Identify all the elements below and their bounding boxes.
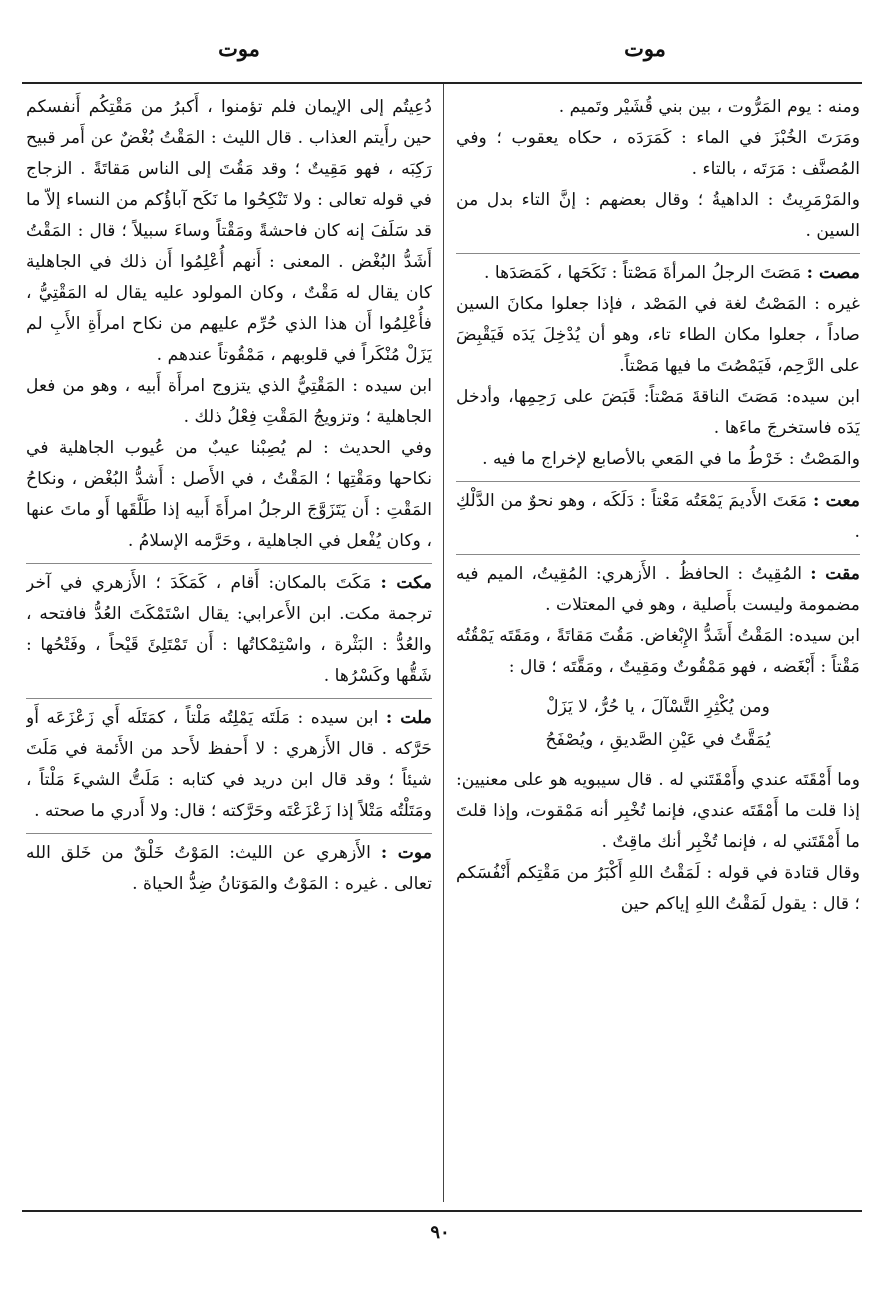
paragraph: ومَرَتَ الخُبْزَ في الماء : كَمَرَدَه ، حكاه يعقوب ؛ وفي المُصنَّف : مَرَتَه ، بالتاء . <box>456 128 860 179</box>
paragraph: دُعِيتُم إلى الإيمان فلم تؤمنوا ، أَكبرُ من مَقْتِكُم أَنفسكم حين رأَيتم العذاب . قال الليث : المَقْتُ بُغْضٌ عن أَمر قبيح رَكِبَه ، فهو مَقِيتٌ ؛ وقد مَقُتَ إلى الناس مَقاتَةً . الزجاج في قوله تعالى : ولا تَنْكِحُوا ما نَكَح آباؤُكم من النساء إلاّ ما قد سَلَفَ إنه كان فاحشةً ومَقْتاً وساءَ سبيلاً ؛ قال : المَقْتُ أَشَدُّ البُغْض . المعنى : أَنهم أُعْلِمُوا أَن ذلك في الجاهلية كان يقال له مَقْتٌ ، وكان المولود عليه يقال له المَقْتِيُّ ، فأُعْلِمُوا أَن هذا الذي حُرِّم عليهم من نكاح امرأَةِ الأَبِ لم يَزَلْ مُنْكَراً في قلوبهم ، مَمْقُوتاً عندهم . <box>26 97 432 365</box>
running-head-right: موت <box>624 36 666 61</box>
entry-text: الأَزهري عن الليث: المَوْتُ خَلْقٌ من خَلق الله تعالى . غيره : المَوْتُ والمَوَتانُ ضِدُّ الحياة . <box>26 843 432 894</box>
entry-text: مَصَتَ الرجلُ المرأةَ مَصْتاً : نَكَحَها ، كَمَصَدَها . <box>483 263 802 283</box>
paragraph <box>456 559 860 621</box>
entry-mwt <box>26 833 432 906</box>
paragraph: ومنه : يوم المَرُّوت ، بين بني قُشَيْر وتَميم . <box>558 97 860 117</box>
paragraph <box>26 568 432 692</box>
paragraph: وما أَمْقَتَه عندي وأَمْقَتَني له . قال سيبويه هو على معنيين: إذا قلت ما أَمْقَتَه عندي، فإنما تُخْبِر أنه مَمْقوت، وإذا قلتَ ما أَمْقَتَني له ، فإنما تُخْبِر أنك ماقِتٌ . <box>456 770 860 852</box>
paragraph: غيره : المَصْتُ لغة في المَصْد ، فإذا جعلوا مكانَ السين صاداً ، جعلوا مكان الطاء تاء، وهو أن يُدْخِلَ يَدَه فَيَقْبِضَ على الرَّحِم، فَيَمْصُتَ ما فيها مَصْتاً. <box>456 294 860 376</box>
paragraph: والمَرْمَرِيتُ : الداهيةُ ؛ وقال بعضهم : إنَّ التاء بدل من السين . <box>456 190 860 241</box>
headword: مصت : <box>806 263 860 283</box>
entry-text: ابن سيده : مَلَتَه يَمْلِتُه مَلْتاً ، كمَتَلَه أَي زَعْزَعَه أَو حَرَّكه . قال الأَزهري : لا أَحفظ لأَحد من الأَئمة في مَلَتَ شيئاً ؛ وقد قال ابن دريد في كتابه : مَلَتُّ الشيءَ مَلْتاً ، ومَتَلْتُه مَتْلاً إذا زَعْزَعْتَه وحَرَّكته ؛ قال: ولا أَدري ما صحته . <box>26 708 432 821</box>
entry-text: مَكَتَ بالمكان: أَقام ، كَمَكَدَ ؛ الأَزهري في آخر ترجمة مكت. ابن الأَعرابي: يقال اسْتَمْكَتَ العُدُّ فافتحه ، والعُدُّ : البَثْرة ، واسْتِمْكاتُها : أَن تَمْتَلِئَ قَيْحاً ، وفَتْحُها : شَقُّها وكَسْرُها . <box>26 573 432 686</box>
headword: مكت : <box>380 573 432 593</box>
entry-mat <box>456 481 860 554</box>
entry-mqt <box>456 554 860 926</box>
paragraph: ابن سيده: المَقْتُ أَشَدُّ الإِبْغاض. مَقُتَ مَقاتَةً ، ومَقَتَه يَمْقُتُه مَقْتاً : أَبْغَضه ، فهو مَمْقُوتٌ ومَقِيتٌ ، ومَقَّتَه ؛ قال : <box>456 626 860 677</box>
headword: معت : <box>812 491 860 511</box>
paragraph: والمَصْتُ : خَرْطُ ما في المَعي بالأصابع لإخراج ما فيه . <box>482 449 860 469</box>
entry-mlt <box>26 698 432 833</box>
paragraph: وفي الحديث : لم يُصِبْنا عيبٌ من عُيوب الجاهلية في نكاحها ومَقْتِها ؛ المَقْتُ ، في الأَصل : أَشدُّ البُغْض ، ونكاحُ المَقْتِ : أَن يَتَزَوَّجَ الرجلُ امرأَةَ أَبيه إذا طَلَّقَها أَو ماتَ عنها ، وكان يُفْعل في الجاهلية ، وحَرَّمه الإسلامُ . <box>26 438 432 551</box>
entry-mkt <box>26 563 432 698</box>
headword: ملت : <box>385 708 432 728</box>
bottom-rule <box>22 1210 862 1212</box>
verse-line: ومن يُكْثِرِ التَّسْآلَ ، يا حُرُّ، لا يَزَلْ <box>546 697 770 717</box>
right-column <box>456 88 860 1200</box>
running-head-left: موت <box>218 36 260 61</box>
paragraph <box>26 838 432 900</box>
entry-text: المُقِيتُ : الحافظُ . الأَزهري: المُقِيتُ، الميم فيه مضمومة وليست بأَصلية ، وهو في المعتلات . <box>456 564 860 615</box>
paragraph: وقال قتادة في قوله : لَمَقْتُ اللهِ أَكْبَرُ من مَقْتِكم أَنْفُسَكم ؛ قال : يقول لَمَقْتُ اللهِ إياكم حين <box>456 863 860 914</box>
headword: مقت : <box>810 564 860 584</box>
verse <box>456 691 860 757</box>
verse-line: يُمَقَّتُ في عَيْنِ الصَّديقِ ، ويُصْفَحُ <box>545 730 771 750</box>
headword: موت : <box>380 843 432 863</box>
entry-continuation-right <box>456 88 860 253</box>
entry-mst <box>456 253 860 481</box>
paragraph <box>456 486 860 548</box>
top-rule <box>22 82 862 84</box>
page-number: ٩٠ <box>430 1222 450 1243</box>
paragraph <box>456 258 860 289</box>
paragraph <box>26 703 432 827</box>
paragraph: ابن سيده : المَقْتِيُّ الذي يتزوج امرأَة أَبيه ، وهو من فعل الجاهلية ؛ وتزويجُ المَقْتِ فِعْلُ ذلك . <box>26 376 432 427</box>
left-column <box>26 88 432 1200</box>
column-divider <box>443 84 444 1202</box>
paragraph: ابن سيده: مَصَتَ الناقةَ مَصْتاً: قَبَضَ على رَحِمِها، وأدخل يَدَه فاستخرجَ ماءَها . <box>456 387 860 438</box>
entry-text: مَعَتَ الأَديمَ يَمْعَتُه مَعْتاً : دَلَكَه ، وهو نحوٌ من الدَّلْكِ . <box>456 491 860 542</box>
entry-continuation-left <box>26 88 432 563</box>
